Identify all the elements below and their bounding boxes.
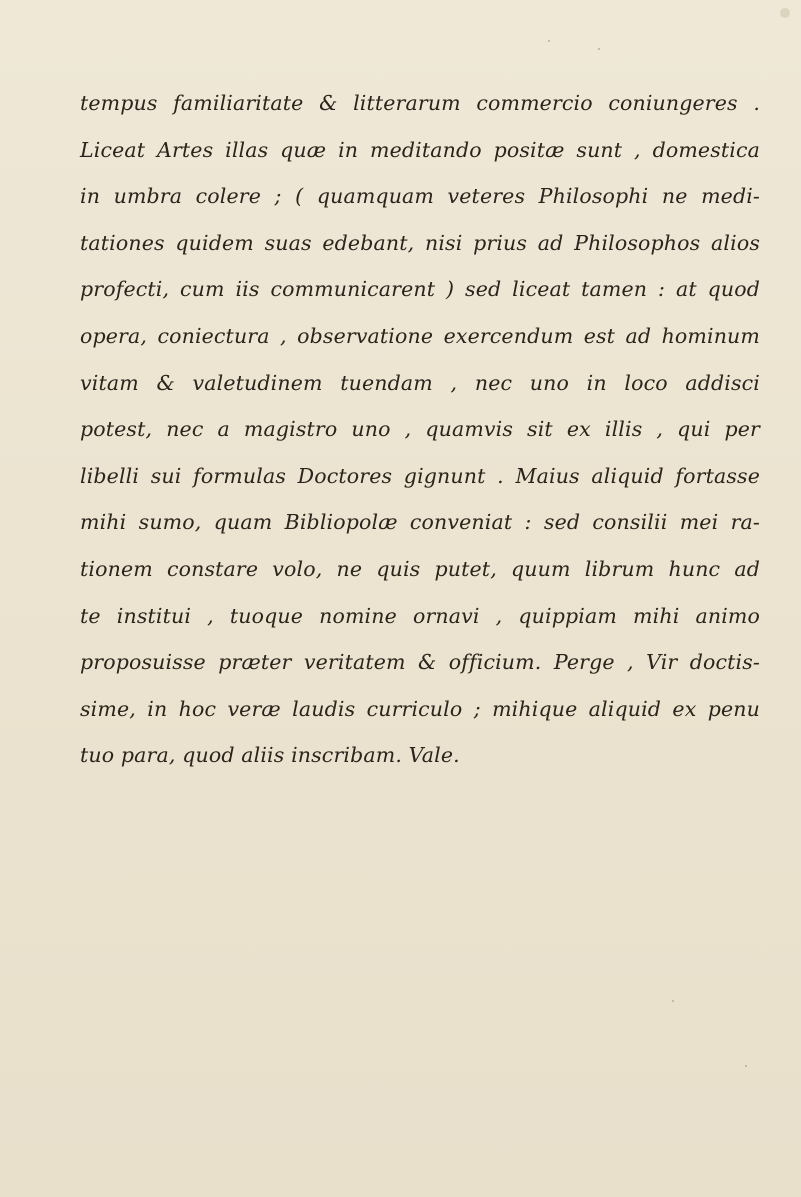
text-line: tationes quidem suas edebant, nisi prius ad Philosophos alios: [80, 230, 760, 255]
paper-speck: [780, 8, 790, 18]
latin-text-block: [80, 80, 760, 779]
text-line: proposuisse præter veritatem & officium. Perge , Vir doctis-: [80, 650, 760, 675]
text-line: mihi sumo, quam Bibliopolæ conveniat : sed consilii mei ra-: [80, 510, 760, 535]
text-line: te institui , tuoque nomine ornavi , quippiam mihi animo: [80, 603, 760, 628]
text-line: sime, in hoc veræ laudis curriculo ; mihique aliquid ex penu: [80, 696, 760, 721]
text-line: potest, nec a magistro uno , quamvis sit ex illis , qui per: [80, 417, 760, 442]
paper-speck: [598, 48, 600, 50]
text-line: libelli sui formulas Doctores gignunt . Maius aliquid fortasse: [80, 463, 760, 488]
text-line: in umbra colere ; ( quamquam veteres Philosophi ne medi-: [80, 184, 760, 209]
text-line: tionem constare volo, ne quis putet, quum librum hunc ad: [80, 556, 760, 581]
text-line: Liceat Artes illas quæ in meditando positæ sunt , domestica: [80, 137, 760, 162]
text-line: opera, coniectura , observatione exercendum est ad hominum: [80, 323, 760, 348]
text-line: profecti, cum iis communicarent ) sed liceat tamen : at quod: [80, 277, 760, 302]
text-line: tempus familiaritate & litterarum commercio coniungeres .: [80, 91, 760, 115]
paper-speck: [672, 1000, 674, 1002]
text-line-last: tuo para, quod aliis inscribam. Vale.: [80, 743, 460, 768]
text-line: vitam & valetudinem tuendam , nec uno in loco addisci: [80, 370, 760, 395]
paper-speck: [745, 1065, 747, 1067]
paper-speck: [548, 40, 550, 42]
